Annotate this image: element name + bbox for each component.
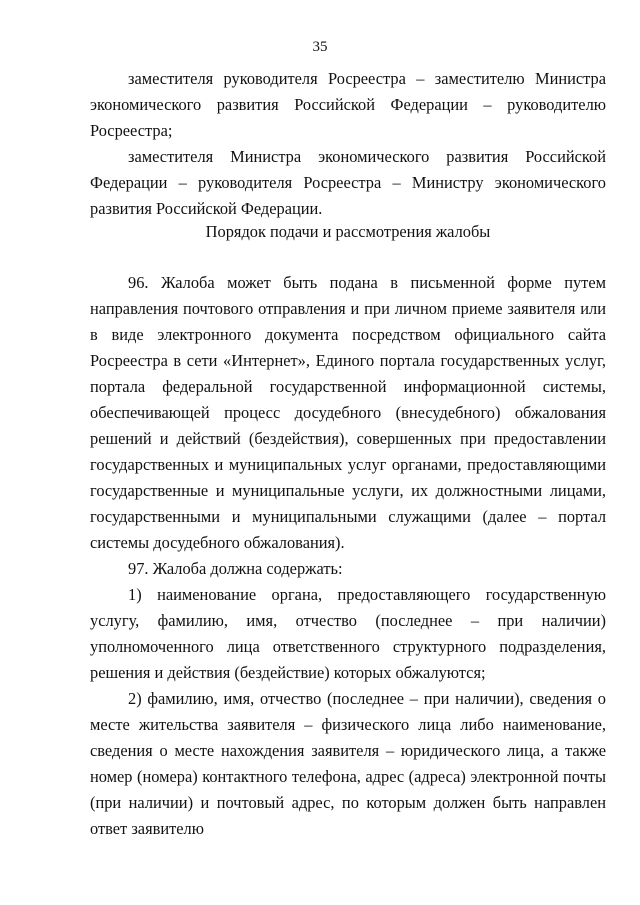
paragraph-97: 97. Жалоба должна содержать: (128, 559, 343, 578)
intro-section (90, 66, 606, 222)
paragraph: заместителя Министра экономического развития Российской Федерации – руководителя Росреестра – Министру экономического развития Российской Федерации. (90, 147, 606, 218)
section-heading: Порядок подачи и рассмотрения жалобы (205, 222, 491, 241)
complaint-section (90, 270, 606, 842)
page-number: 35 (312, 39, 328, 55)
paragraph-96: 96. Жалоба может быть подана в письменной форме путем направления почтового отправления и при личном приеме заявителя или в виде электронного документа посредством официального сайта Росреестра в сети «Интернет», Единого портала государственных услуг, портала федеральной государственной информационной системы, обеспечивающей процесс досудебного (внесудебного) обжалования решений и действий (бездействия), совершенных при предоставлении государственных и муниципальных услуг органами, предоставляющими государственные и муниципальные услуги, их должностными лицами, государственными и муниципальными служащими (далее – портал системы досудебного обжалования). (90, 273, 606, 552)
list-item-2: 2) фамилию, имя, отчество (последнее – при наличии), сведения о месте жительства заявителя – физического лица либо наименование, сведения о месте нахождения заявителя – юридического лица, а также номер (номера) контактного телефона, адрес (адреса) электронной почты (при наличии) и почтовый адрес, по которым должен быть направлен ответ заявителю (90, 689, 606, 838)
list-item-1: 1) наименование органа, предоставляющего государственную услугу, фамилию, имя, отчество (последнее – при наличии) уполномоченного лица ответственного структурного подразделения, решения и действия (бездействие) которых обжалуются; (90, 585, 606, 682)
section-heading-block (90, 219, 606, 245)
paragraph: заместителя руководителя Росреестра – заместителю Министра экономического развития Российской Федерации – руководителю Росреестра; (90, 69, 606, 140)
